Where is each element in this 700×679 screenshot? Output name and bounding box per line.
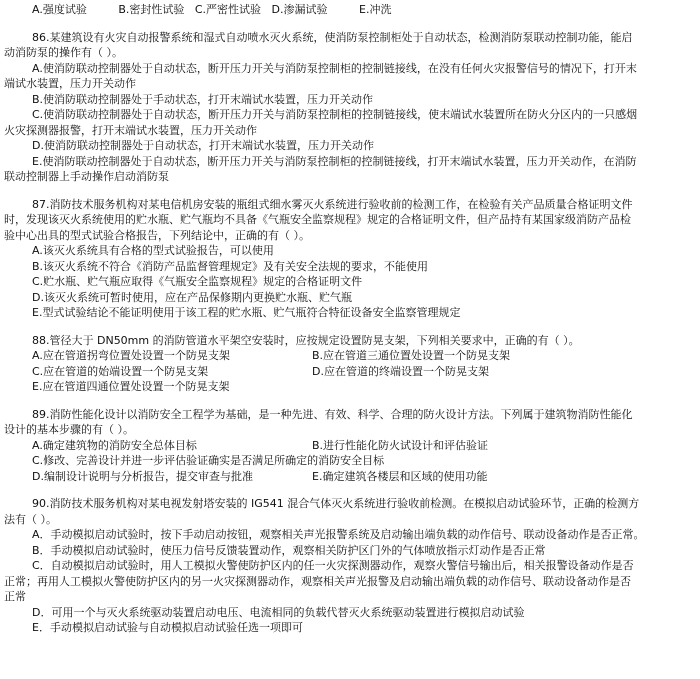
question-88: [4, 333, 688, 395]
option-c: C.贮水瓶、贮气瓶应取得《气瓶安全监察规程》规定的合格证明文件: [32, 275, 363, 288]
question-stem-cont: 验中心出具的型式试验合格报告，下列结论中，正确的有（ ）。: [4, 228, 310, 242]
question-stem-cont: 设计的基本步骤的有（ ）。: [4, 423, 134, 436]
options-grid: [4, 469, 688, 485]
option-a: A.强度试验: [32, 3, 87, 16]
option-b: B．手动模拟启动试验时，使压力信号反馈装置动作，观察相关防护区门外的气体喷放指示灯动作是否正常: [32, 543, 546, 557]
question-stem-cont: 法有（ ）。: [4, 512, 57, 526]
question-86: [4, 30, 688, 185]
question-stem: 89.消防性能化设计以消防安全工程学为基础，是一种先进、有效、科学、合理的防火设计方法。下列属于建筑物消防性能化: [32, 407, 633, 421]
option-d: D.编制设计说明与分析报告，提交审查与批准: [32, 469, 253, 483]
option-c-cont: 正常；再用人工模拟火警使防护区内的另一火灾探测器动作，观察相关声光报警及启动输出端负载的动作信号、联动设备动作是否: [4, 574, 631, 588]
option-c-cont: 火灾探测器报警，打开末端试水装置，压力开关动作: [4, 123, 257, 137]
option-c: C.应在管道的始端设置一个防晃支架: [32, 364, 209, 378]
option-e-cont: 联动控制器上手动操作启动消防泵: [4, 170, 169, 183]
question-stem: 86.某建筑设有火灾自动报警系统和湿式自动喷水灭火系统，使消防泵控制柜处于自动状态，检测消防泵联动控制功能，能启: [32, 30, 633, 44]
question-stem: 90.消防技术服务机构对某电视发射塔安装的 IG541 混合气体灭火系统进行验收前检测。在模拟启动试验环节，正确的检测方: [32, 497, 640, 510]
option-c: C.使消防联动控制器处于自动状态，断开压力开关与消防泵控制柜的控制链接线，使末端试水装置所在防火分区内的一只感烟: [32, 108, 638, 121]
option-a: A.确定建筑物的消防安全总体目标: [32, 438, 197, 452]
option-d: D.渗漏试验: [271, 3, 328, 16]
option-a: A.应在管道拐弯位置处设置一个防晃支架: [32, 349, 230, 362]
option-e: E.冲洗: [359, 3, 392, 16]
option-e: E.型式试验结论不能证明使用于该工程的贮水瓶、贮气瓶符合特征设备安全监察管理规定: [32, 306, 461, 319]
question-stem: 87.消防技术服务机构对某电信机房安装的瓶组式细水雾灭火系统进行验收前的检测工作，在检验有关产品质量合格证明文件: [32, 197, 633, 211]
question-stem: 88.管径大于 DN50mm 的消防管道水平架空安装时，应按规定设置防晃支架，下列相关要求中，正确的有（ ）。: [32, 333, 580, 347]
option-c: C．自动模拟启动试验时，用人工模拟火警使防护区内的任一火灾探测器动作，观察火警信号输出后，相关报警设备动作是否: [32, 559, 634, 572]
options-grid: [4, 348, 688, 379]
option-c: C.修改、完善设计并进一步评估验证确实是否满足所确定的消防安全目标: [32, 454, 385, 467]
question-89: [4, 407, 688, 485]
option-b: B.进行性能化防火试设计和评估验证: [312, 438, 489, 452]
option-e: E.使消防联动控制器处于自动状态，断开压力开关与消防泵控制柜的控制链接线，打开末端试水装置，压力开关动作，在消防: [32, 154, 637, 168]
option-c: C.严密性试验: [194, 3, 262, 16]
question-90: [4, 496, 688, 636]
question-stem-cont: 时，发现该灭火系统使用的贮水瓶、贮气瓶均不具备《气瓶安全监察规程》规定的合格证明文件，但产品持有某国家级消防产品检: [4, 213, 631, 226]
option-b: B.密封性试验: [118, 3, 185, 16]
option-d: D．可用一个与灭火系统驱动装置启动电压、电流相同的负载代替灭火系统驱动装置进行模拟启动试验: [32, 605, 525, 619]
option-d: D.应在管道的终端设置一个防晃支架: [312, 364, 489, 378]
option-e: E.确定建筑各楼层和区域的使用功能: [312, 469, 488, 483]
previous-question-options: [4, 2, 688, 18]
option-a: A.使消防联动控制器处于自动状态，断开压力开关与消防泵控制柜的控制链接线，在没有任何火灾报警信号的情况下，打开末: [32, 61, 637, 75]
option-a: A.该灭火系统具有合格的型式试验报告，可以使用: [32, 244, 274, 257]
option-e: E.应在管道四通位置处设置一个防晃支架: [32, 380, 230, 393]
option-b: B.使消防联动控制器处于手动状态，打开末端试水装置，压力开关动作: [32, 92, 374, 106]
option-d: D.该灭火系统可暂时使用，应在产品保修期内更换贮水瓶、贮气瓶: [32, 290, 352, 304]
option-e: E．手动模拟启动试验与自动模拟启动试验任选一项即可: [32, 621, 303, 634]
question-stem-cont: 动消防泵的操作有（ ）。: [4, 46, 123, 59]
option-d: D.使消防联动控制器处于自动状态，打开末端试水装置，压力开关动作: [32, 139, 374, 152]
option-a: A．手动模拟启动试验时，按下手动启动按钮，观察相关声光报警系统及启动输出端负载的动作信号、联动设备动作是否正常。: [32, 528, 645, 541]
options-grid: [4, 438, 688, 454]
option-b: B.该灭火系统不符合《消防产品监督管理规定》及有关安全法规的要求，不能使用: [32, 259, 429, 273]
option-a-cont: 端试水装置，压力开关动作: [4, 77, 136, 90]
option-c-cont: 正常: [4, 590, 26, 603]
question-87: [4, 197, 688, 321]
option-b: B.应在管道三通位置处设置一个防晃支架: [312, 349, 511, 362]
